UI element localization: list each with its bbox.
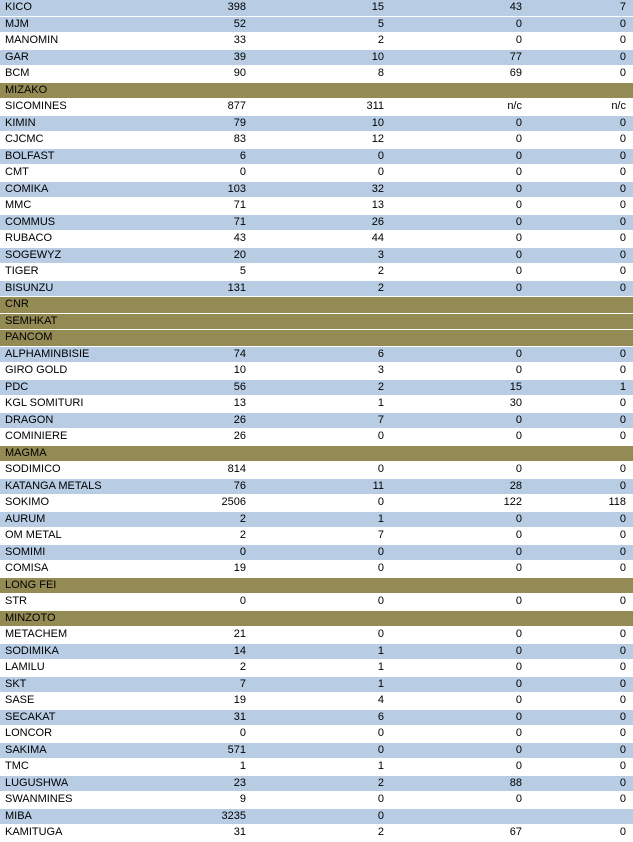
value-cell-col3: 0 (515, 282, 522, 294)
value-cell-col1: 19 (233, 563, 246, 575)
table-row (0, 413, 633, 430)
company-name-cell: SODIMIKA (5, 645, 59, 657)
value-cell-col4: 0 (619, 398, 626, 410)
value-cell-col2: 0 (377, 596, 384, 608)
company-name-cell: SODIMICO (5, 464, 61, 476)
company-name-cell: SWANMINES (5, 794, 73, 806)
value-cell-col1: 814 (227, 464, 246, 476)
table-row (0, 363, 633, 380)
company-name-cell: KGL SOMITURI (5, 398, 84, 410)
value-cell-col2: 311 (366, 101, 384, 113)
value-cell-col1: 7 (239, 678, 246, 690)
value-cell-col3: 0 (515, 728, 522, 740)
company-name-cell: SOGEWYZ (5, 249, 62, 261)
table-row (0, 627, 633, 644)
value-cell-col1: 0 (239, 728, 246, 740)
table-row (0, 132, 633, 149)
value-cell-col3: 77 (509, 51, 522, 63)
value-cell-col2: 2 (377, 827, 384, 839)
table-row (0, 644, 633, 661)
table-row (0, 347, 633, 364)
group-header-row (0, 297, 633, 314)
value-cell-col4: 0 (619, 167, 626, 179)
value-cell-col1: 398 (227, 2, 246, 14)
table-row (0, 809, 633, 826)
value-cell-col2: 0 (377, 563, 384, 575)
value-cell-col4: 0 (619, 629, 626, 641)
value-cell-col2: 10 (371, 117, 384, 129)
value-cell-col4: 0 (619, 563, 626, 575)
value-cell-col3: 0 (515, 18, 522, 30)
value-cell-col3: 0 (515, 711, 522, 723)
value-cell-col2: 3 (377, 365, 384, 377)
value-cell-col3: n/c (507, 101, 522, 113)
value-cell-col3: 0 (515, 431, 522, 443)
value-cell-col3: 0 (515, 513, 522, 525)
table-row (0, 660, 633, 677)
value-cell-col2: 1 (377, 678, 384, 690)
value-cell-col4: 0 (619, 530, 626, 542)
value-cell-col1: 0 (239, 167, 246, 179)
value-cell-col2: 0 (377, 546, 384, 558)
company-name-cell: PDC (5, 381, 29, 393)
value-cell-col4: 0 (619, 645, 626, 657)
value-cell-col2: 3 (377, 249, 384, 261)
value-cell-col2: 1 (377, 513, 384, 525)
table-row (0, 116, 633, 133)
company-name-cell: BISUNZU (5, 282, 54, 294)
table-row (0, 198, 633, 215)
table-row (0, 149, 633, 166)
value-cell-col4: 0 (619, 513, 626, 525)
value-cell-col1: 2 (239, 530, 246, 542)
value-cell-col4: 0 (619, 266, 626, 278)
value-cell-col1: 2 (239, 662, 246, 674)
value-cell-col1: 71 (233, 216, 246, 228)
value-cell-col2: 44 (371, 233, 384, 245)
value-cell-col1: 0 (239, 596, 246, 608)
company-name-cell: ALPHAMINBISIE (5, 348, 90, 360)
value-cell-col3: 122 (503, 497, 522, 509)
value-cell-col4: 0 (619, 711, 626, 723)
value-cell-col1: 9 (239, 794, 246, 806)
value-cell-col3: 0 (515, 117, 522, 129)
table-row (0, 248, 633, 265)
value-cell-col1: 71 (233, 200, 246, 212)
value-cell-col4: 0 (619, 233, 626, 245)
value-cell-col1: 74 (233, 348, 246, 360)
company-name-cell: SOMIMI (5, 546, 46, 558)
value-cell-col1: 33 (233, 35, 246, 47)
table-row (0, 726, 633, 743)
value-cell-col3: 0 (515, 365, 522, 377)
table-row (0, 231, 633, 248)
value-cell-col4: 0 (619, 348, 626, 360)
company-name-cell: LONCOR (5, 728, 53, 740)
table-row (0, 759, 633, 776)
value-cell-col4: 0 (619, 150, 626, 162)
company-name-cell: DRAGON (5, 414, 54, 426)
company-name-cell: LAMILU (5, 662, 45, 674)
value-cell-col2: 0 (377, 167, 384, 179)
value-cell-col4: 0 (619, 728, 626, 740)
company-name-cell: COMIKA (5, 183, 49, 195)
table-row (0, 50, 633, 67)
value-cell-col2: 2 (377, 266, 384, 278)
value-cell-col2: 1 (377, 662, 384, 674)
table-row (0, 825, 633, 842)
value-cell-col2: 2 (377, 282, 384, 294)
value-cell-col3: 0 (515, 794, 522, 806)
value-cell-col2: 0 (377, 431, 384, 443)
company-name-cell: SICOMINES (5, 101, 67, 113)
table-row (0, 462, 633, 479)
group-name-cell: MAGMA (5, 447, 47, 459)
value-cell-col4: 0 (619, 216, 626, 228)
company-name-cell: COMINIERE (5, 431, 68, 443)
value-cell-col4: 1 (619, 381, 626, 393)
value-cell-col4: 0 (619, 35, 626, 47)
group-header-row (0, 578, 633, 595)
group-name-cell: PANCOM (5, 332, 53, 344)
table-row (0, 264, 633, 281)
value-cell-col4: 0 (619, 365, 626, 377)
value-cell-col2: 13 (371, 200, 384, 212)
table-row (0, 281, 633, 298)
value-cell-col1: 31 (233, 827, 246, 839)
value-cell-col1: 19 (233, 695, 246, 707)
company-name-cell: SAKIMA (5, 744, 47, 756)
table-row (0, 776, 633, 793)
value-cell-col1: 90 (233, 68, 246, 80)
value-cell-col1: 56 (233, 381, 246, 393)
value-cell-col1: 20 (233, 249, 246, 261)
value-cell-col1: 26 (233, 414, 246, 426)
value-cell-col2: 0 (377, 464, 384, 476)
company-name-cell: CJCMC (5, 134, 44, 146)
value-cell-col4: 0 (619, 282, 626, 294)
value-cell-col4: 0 (619, 662, 626, 674)
table-row (0, 396, 633, 413)
group-name-cell: MIZAKO (5, 84, 48, 96)
value-cell-col3: 0 (515, 662, 522, 674)
value-cell-col4: 0 (619, 18, 626, 30)
value-cell-col4: 0 (619, 431, 626, 443)
table-row (0, 561, 633, 578)
value-cell-col1: 83 (233, 134, 246, 146)
company-name-cell: KIMIN (5, 117, 36, 129)
value-cell-col2: 8 (377, 68, 384, 80)
value-cell-col2: 0 (377, 629, 384, 641)
table-row (0, 429, 633, 446)
value-cell-col3: 0 (515, 200, 522, 212)
value-cell-col2: 6 (377, 348, 384, 360)
company-name-cell: SASE (5, 695, 35, 707)
table-row (0, 182, 633, 199)
value-cell-col4: 118 (608, 497, 626, 509)
company-name-cell: TIGER (5, 266, 39, 278)
value-cell-col4: 0 (619, 68, 626, 80)
value-cell-col4: 0 (619, 414, 626, 426)
company-name-cell: AURUM (5, 513, 46, 525)
value-cell-col2: 1 (377, 761, 384, 773)
value-cell-col2: 0 (377, 150, 384, 162)
table-row (0, 165, 633, 182)
value-cell-col4: 0 (619, 695, 626, 707)
table-row (0, 215, 633, 232)
value-cell-col3: 0 (515, 150, 522, 162)
company-name-cell: COMMUS (5, 216, 56, 228)
group-header-row (0, 314, 633, 331)
value-cell-col2: 0 (377, 497, 384, 509)
company-name-cell: LUGUSHWA (5, 777, 69, 789)
value-cell-col4: 7 (619, 2, 626, 14)
value-cell-col1: 6 (239, 150, 246, 162)
value-cell-col3: 67 (509, 827, 522, 839)
group-header-row (0, 83, 633, 100)
value-cell-col4: 0 (619, 480, 626, 492)
value-cell-col3: 0 (515, 530, 522, 542)
table-row (0, 677, 633, 694)
group-header-row (0, 330, 633, 347)
value-cell-col4: 0 (619, 744, 626, 756)
value-cell-col3: 0 (515, 761, 522, 773)
value-cell-col1: 571 (227, 744, 246, 756)
value-cell-col2: 6 (377, 711, 384, 723)
value-cell-col1: 103 (227, 183, 246, 195)
company-name-cell: COMISA (5, 563, 49, 575)
value-cell-col2: 0 (377, 794, 384, 806)
value-cell-col4: 0 (619, 51, 626, 63)
value-cell-col4: 0 (619, 827, 626, 839)
value-cell-col4: 0 (619, 678, 626, 690)
value-cell-col3: 0 (515, 35, 522, 47)
company-name-cell: GIRO GOLD (5, 365, 68, 377)
value-cell-col3: 69 (509, 68, 522, 80)
value-cell-col4: 0 (619, 596, 626, 608)
table-row (0, 792, 633, 809)
table-row (0, 66, 633, 83)
value-cell-col2: 0 (377, 728, 384, 740)
group-name-cell: SEMHKAT (5, 315, 58, 327)
value-cell-col1: 23 (233, 777, 246, 789)
value-cell-col4: n/c (611, 101, 626, 113)
value-cell-col3: 0 (515, 629, 522, 641)
value-cell-col1: 877 (227, 101, 246, 113)
company-name-cell: KATANGA METALS (5, 480, 102, 492)
value-cell-col3: 0 (515, 266, 522, 278)
table-row (0, 479, 633, 496)
value-cell-col3: 0 (515, 464, 522, 476)
value-cell-col2: 7 (377, 414, 384, 426)
value-cell-col1: 31 (233, 711, 246, 723)
group-name-cell: LONG FEI (5, 579, 57, 591)
value-cell-col2: 7 (377, 530, 384, 542)
value-cell-col3: 0 (515, 596, 522, 608)
value-cell-col1: 2 (239, 513, 246, 525)
value-cell-col3: 0 (515, 167, 522, 179)
value-cell-col1: 26 (233, 431, 246, 443)
value-cell-col4: 0 (619, 761, 626, 773)
value-cell-col2: 0 (377, 744, 384, 756)
company-name-cell: MMC (5, 200, 32, 212)
company-name-cell: KAMITUGA (5, 827, 63, 839)
value-cell-col3: 43 (509, 2, 522, 14)
value-cell-col3: 0 (515, 183, 522, 195)
value-cell-col2: 5 (377, 18, 384, 30)
company-name-cell: BOLFAST (5, 150, 55, 162)
company-name-cell: SKT (5, 678, 27, 690)
value-cell-col1: 131 (227, 282, 246, 294)
value-cell-col1: 52 (233, 18, 246, 30)
value-cell-col4: 0 (619, 777, 626, 789)
value-cell-col2: 0 (377, 810, 384, 822)
value-cell-col1: 2506 (221, 497, 246, 509)
value-cell-col1: 13 (233, 398, 246, 410)
group-name-cell: MINZOTO (5, 612, 56, 624)
table-row (0, 99, 633, 116)
table-row (0, 380, 633, 397)
company-name-cell: BCM (5, 68, 30, 80)
value-cell-col2: 2 (377, 381, 384, 393)
value-cell-col3: 0 (515, 233, 522, 245)
table-row (0, 0, 633, 17)
value-cell-col3: 0 (515, 348, 522, 360)
value-cell-col2: 1 (377, 645, 384, 657)
value-cell-col1: 14 (233, 645, 246, 657)
table-row (0, 594, 633, 611)
value-cell-col3: 0 (515, 134, 522, 146)
value-cell-col3: 0 (515, 695, 522, 707)
table-row (0, 17, 633, 34)
value-cell-col1: 76 (233, 480, 246, 492)
value-cell-col2: 2 (377, 777, 384, 789)
table-row (0, 743, 633, 760)
company-name-cell: MANOMIN (5, 35, 59, 47)
company-name-cell: TMC (5, 761, 29, 773)
value-cell-col1: 5 (239, 266, 246, 278)
value-cell-col3: 0 (515, 216, 522, 228)
value-cell-col2: 10 (371, 51, 384, 63)
value-cell-col3: 0 (515, 546, 522, 558)
value-cell-col1: 21 (233, 629, 246, 641)
value-cell-col4: 0 (619, 794, 626, 806)
value-cell-col3: 0 (515, 678, 522, 690)
value-cell-col2: 12 (371, 134, 384, 146)
company-name-cell: MIBA (5, 810, 32, 822)
value-cell-col4: 0 (619, 200, 626, 212)
group-name-cell: CNR (5, 299, 29, 311)
value-cell-col3: 15 (509, 381, 522, 393)
value-cell-col4: 0 (619, 249, 626, 261)
company-name-cell: OM METAL (5, 530, 62, 542)
table-row (0, 693, 633, 710)
table-row (0, 545, 633, 562)
value-cell-col1: 39 (233, 51, 246, 63)
value-cell-col1: 3235 (221, 810, 246, 822)
value-cell-col2: 11 (372, 480, 384, 492)
value-cell-col3: 0 (515, 249, 522, 261)
value-cell-col2: 2 (377, 35, 384, 47)
value-cell-col4: 0 (619, 183, 626, 195)
group-header-row (0, 446, 633, 463)
value-cell-col2: 32 (371, 183, 384, 195)
value-cell-col2: 1 (377, 398, 384, 410)
company-name-cell: RUBACO (5, 233, 53, 245)
value-cell-col3: 30 (509, 398, 522, 410)
company-name-cell: CMT (5, 167, 29, 179)
value-cell-col3: 28 (509, 480, 522, 492)
value-cell-col3: 0 (515, 744, 522, 756)
company-name-cell: METACHEM (5, 629, 68, 641)
table-row (0, 495, 633, 512)
value-cell-col4: 0 (619, 546, 626, 558)
group-header-row (0, 611, 633, 628)
value-cell-col1: 1 (239, 761, 246, 773)
table-row (0, 710, 633, 727)
value-cell-col1: 43 (233, 233, 246, 245)
table-row (0, 33, 633, 50)
value-cell-col1: 79 (233, 117, 246, 129)
company-name-cell: GAR (5, 51, 29, 63)
value-cell-col4: 0 (619, 464, 626, 476)
value-cell-col3: 0 (515, 645, 522, 657)
value-cell-col3: 0 (515, 563, 522, 575)
company-name-cell: STR (5, 596, 27, 608)
value-cell-col4: 0 (619, 117, 626, 129)
table-row (0, 528, 633, 545)
company-name-cell: KICO (5, 2, 32, 14)
value-cell-col2: 26 (371, 216, 384, 228)
company-name-cell: SOKIMO (5, 497, 50, 509)
value-cell-col3: 0 (515, 414, 522, 426)
value-cell-col1: 10 (233, 365, 246, 377)
company-name-cell: SECAKAT (5, 711, 56, 723)
value-cell-col1: 0 (239, 546, 246, 558)
table-row (0, 512, 633, 529)
value-cell-col2: 15 (371, 2, 384, 14)
value-cell-col4: 0 (619, 134, 626, 146)
value-cell-col3: 88 (509, 777, 522, 789)
company-name-cell: MJM (5, 18, 29, 30)
value-cell-col2: 4 (377, 695, 384, 707)
